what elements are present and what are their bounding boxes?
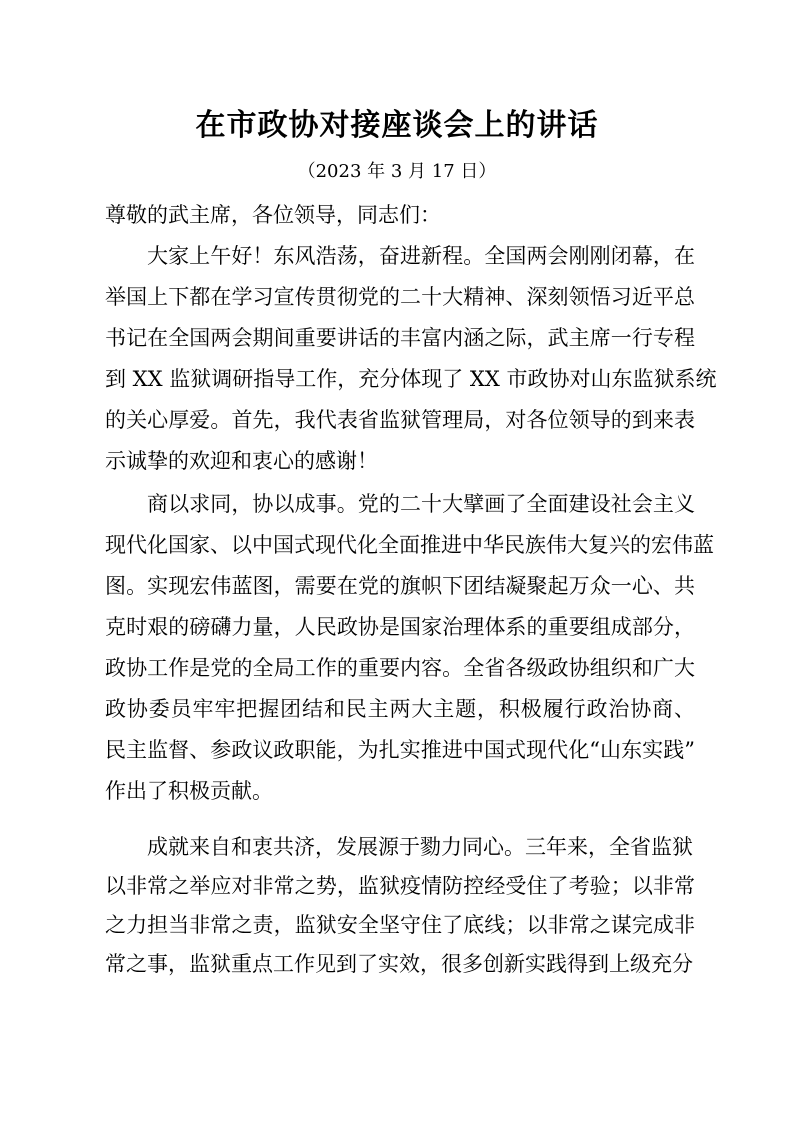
paragraph-2-line-4: 克时艰的磅礴力量，人民政协是国家治理体系的重要组成部分， — [105, 615, 695, 639]
paragraph-3-line-4: 常之事，监狱重点工作见到了实效，很多创新实践得到上级充分 — [105, 952, 693, 976]
paragraph-1-line-5: 的关心厚爱。首先，我代表省监狱管理局，对各位领导的到来表 — [105, 408, 695, 432]
paragraph-2-line-1: 商以求同，协以成事。党的二十大擘画了全面建设社会主义 — [147, 492, 695, 516]
paragraph-2-line-3: 图。实现宏伟蓝图，需要在党的旗帜下团结凝聚起万众一心、共 — [105, 574, 695, 598]
paragraph-2-line-8: 作出了积极贡献。 — [105, 779, 273, 803]
paragraph-1-line-6: 示诚挚的欢迎和衷心的感谢！ — [105, 449, 378, 473]
paragraph-2-line-7: 民主监督、参政议政职能，为扎实推进中国式现代化“山东实践” — [105, 738, 695, 762]
paragraph-3-line-3: 之力担当非常之责，监狱安全坚守住了底线；以非常之谋完成非 — [105, 913, 695, 937]
speech-date: （2023 年 3 月 17 日） — [297, 161, 497, 182]
page-title: 在市政协对接座谈会上的讲话 — [195, 108, 599, 143]
paragraph-1-line-3: 书记在全国两会期间重要讲话的丰富内涵之际，武主席一行专程 — [105, 326, 695, 350]
paragraph-3-line-1: 成就来自和衷共济，发展源于勠力同心。三年来，全省监狱 — [147, 835, 693, 859]
salutation: 尊敬的武主席，各位领导，同志们： — [105, 203, 441, 227]
paragraph-2-line-2: 现代化国家、以中国式现代化全面推进中华民族伟大复兴的宏伟蓝 — [105, 533, 714, 557]
paragraph-3-line-2: 以非常之举应对非常之势，监狱疫情防控经受住了考验；以非常 — [105, 874, 695, 898]
paragraph-1-line-4: 到 XX 监狱调研指导工作，充分体现了 XX 市政协对山东监狱系统 — [105, 367, 717, 391]
paragraph-2-line-5: 政协工作是党的全局工作的重要内容。全省各级政协组织和广大 — [105, 656, 695, 680]
paragraph-1-line-1: 大家上午好！东风浩荡，奋进新程。全国两会刚刚闭幕，在 — [147, 244, 695, 268]
paragraph-2-line-6: 政协委员牢牢把握团结和民主两大主题，积极履行政治协商、 — [105, 697, 695, 721]
paragraph-1-line-2: 举国上下都在学习宣传贯彻党的二十大精神、深刻领悟习近平总 — [105, 285, 695, 309]
